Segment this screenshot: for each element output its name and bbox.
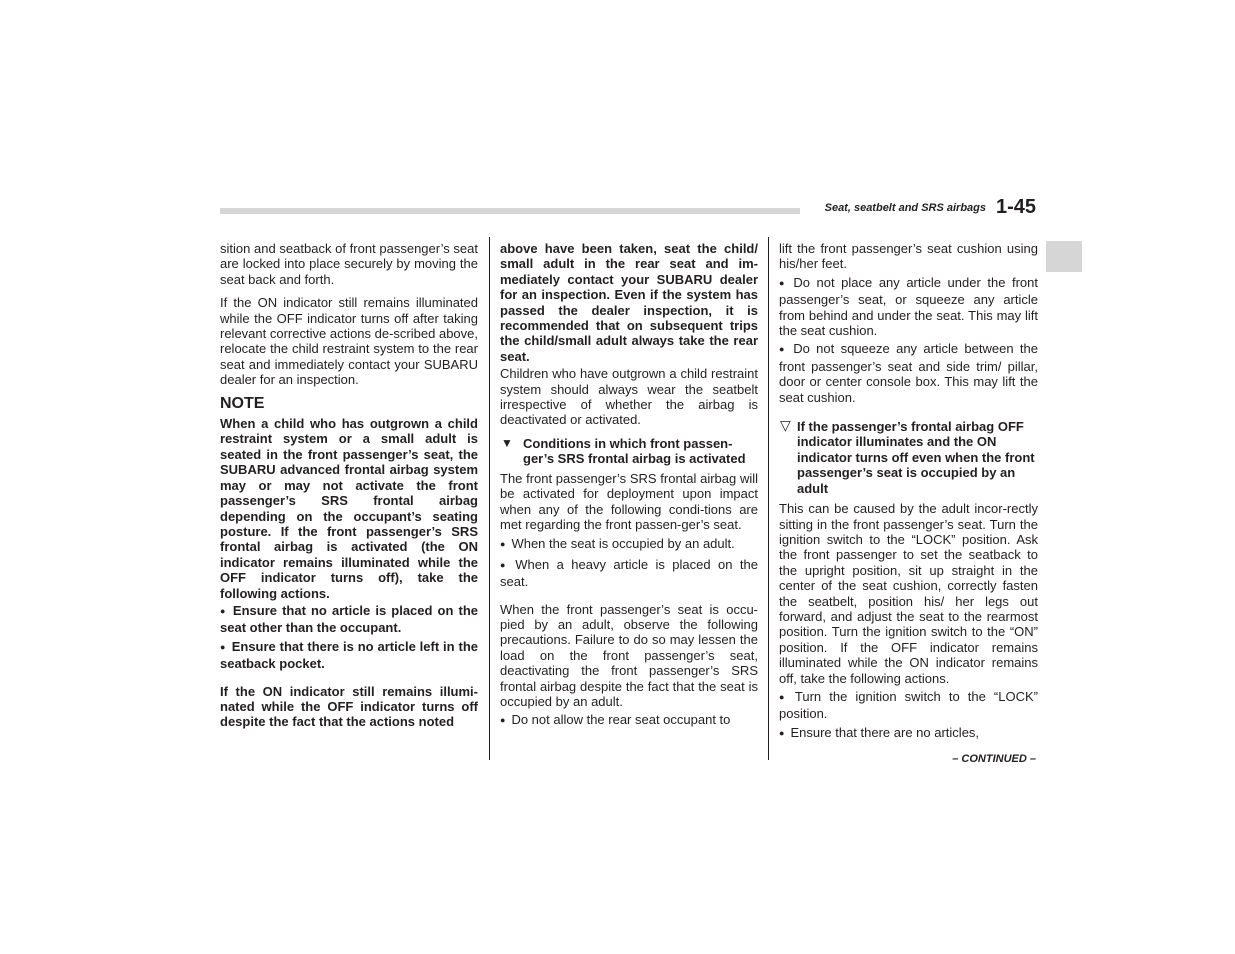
paragraph: lift the front passenger’s seat cushion using his/her feet. (779, 241, 1038, 272)
bullet-icon: ● (779, 691, 789, 702)
subsection-heading: ▽ If the passenger’s frontal airbag OFF indicator illuminates and the ON indicator turns off even when the front passenger’s seat is occupied by an adult (780, 417, 1035, 496)
paragraph: above have been taken, seat the child/ small adult in the rear seat and im-mediately contact your SUBARU dealer for an inspection. Even if the system has passed the dealer inspection, it is recommended that on subsequent trips the child/small adult always take the rear seat. (500, 241, 758, 364)
down-triangle-icon: ▼ (501, 435, 513, 450)
subsection-heading: ▼ Conditions in which front passen-ger’s SRS frontal airbag is activated (501, 435, 746, 467)
section-title: Seat, seatbelt and SRS airbags (824, 202, 986, 214)
note-bullet: ● Ensure that no article is placed on the seat other than the occupant. (220, 602, 479, 636)
hollow-down-triangle-icon: ▽ (780, 417, 791, 434)
bullet-icon: ● (220, 641, 226, 652)
column-divider (768, 237, 769, 760)
bullet-icon: ● (500, 559, 510, 570)
header-bar (220, 208, 800, 214)
bullet-item: ● When a heavy article is placed on the seat. (500, 556, 758, 590)
note-bullet: ● Ensure that there is no article left in the seatback pocket. (220, 638, 478, 672)
continued-label: – CONTINUED – (952, 753, 1036, 765)
paragraph: sition and seatback of front passenger’s seat are locked into place securely by moving the seat back and forth. (220, 241, 478, 287)
section-tab (1046, 241, 1082, 272)
column-divider (489, 237, 490, 760)
paragraph: The front passenger’s SRS frontal airbag will be activated for deployment upon impact when any of the following condi-tions are met regarding the front passen-ger’s seat. (500, 470, 758, 532)
note-heading: NOTE (220, 394, 265, 412)
bullet-icon: ● (779, 344, 788, 355)
paragraph: This can be caused by the adult incor-rectly sitting in the front passenger’s seat. Turn the ignition switch to the “LOCK” position. Ask the front passenger to set the seatback to the upright position, sit up straight in the center of the seat cushion, correctly fasten the seatbelt, position his/ her legs out forward, and adjust the seat to the rearmost position. Turn the ignition switch to the “ON” position. If the OFF indicator remains illuminated while the ON indicator remains off, take the following actions. (779, 501, 1038, 686)
bullet-item: ● Turn the ignition switch to the “LOCK” position. (779, 688, 1038, 722)
bullet-icon: ● (220, 605, 227, 616)
note-paragraph: When a child who has outgrown a child restraint system or a small adult is seated in the front passenger’s seat, the SUBARU advanced frontal airbag system may or may not activate the front passenger’s SRS frontal airbag depending on the occupant’s seating posture. If the front passenger’s SRS frontal airbag is activated (the ON indicator remains illuminated while the OFF indicator turns off), take the following actions. (220, 416, 478, 601)
bullet-item: ● Do not squeeze any article between the front passenger’s seat and side trim/ pillar, door or center console box. This may lift the seat cushion. (779, 341, 1039, 405)
page-number: 1-45 (996, 196, 1037, 218)
bullet-icon: ● (500, 539, 506, 550)
paragraph: If the ON indicator still remains illuminated while the OFF indicator turns off after taking relevant corrective actions de-scribed above, relocate the child restraint system to the rear seat and immediately contact your SUBARU dealer for an inspection. (220, 295, 478, 388)
column-1 (220, 241, 478, 738)
bullet-item: ● Do not place any article under the front passenger’s seat, or squeeze any article from behind and under the seat. This may lift the seat cushion. (779, 274, 1039, 339)
paragraph: Children who have outgrown a child restraint system should always wear the seatbelt irrespective of whether the airbag is deactivated or activated. (500, 366, 758, 428)
bullet-icon: ● (500, 715, 506, 726)
note-paragraph: If the ON indicator still remains illumi-nated while the OFF indicator turns off despite the fact that the actions noted (220, 683, 478, 730)
column-2 (500, 241, 758, 733)
bullet-icon: ● (779, 277, 788, 288)
bullet-item: ● When the seat is occupied by an adult. (500, 536, 735, 552)
paragraph: When the front passenger’s seat is occu-pied by an adult, observe the following precautions. Failure to do so may lessen the load on the front passenger’s seat, deactivating the front passenger’s SRS frontal airbag despite the fact that the seat is occupied by an adult. (500, 601, 758, 709)
bullet-item: ● Do not allow the rear seat occupant to (500, 712, 731, 728)
bullet-icon: ● (779, 727, 785, 738)
column-3 (779, 241, 1038, 745)
bullet-item: ● Ensure that there are no articles, (779, 724, 980, 740)
